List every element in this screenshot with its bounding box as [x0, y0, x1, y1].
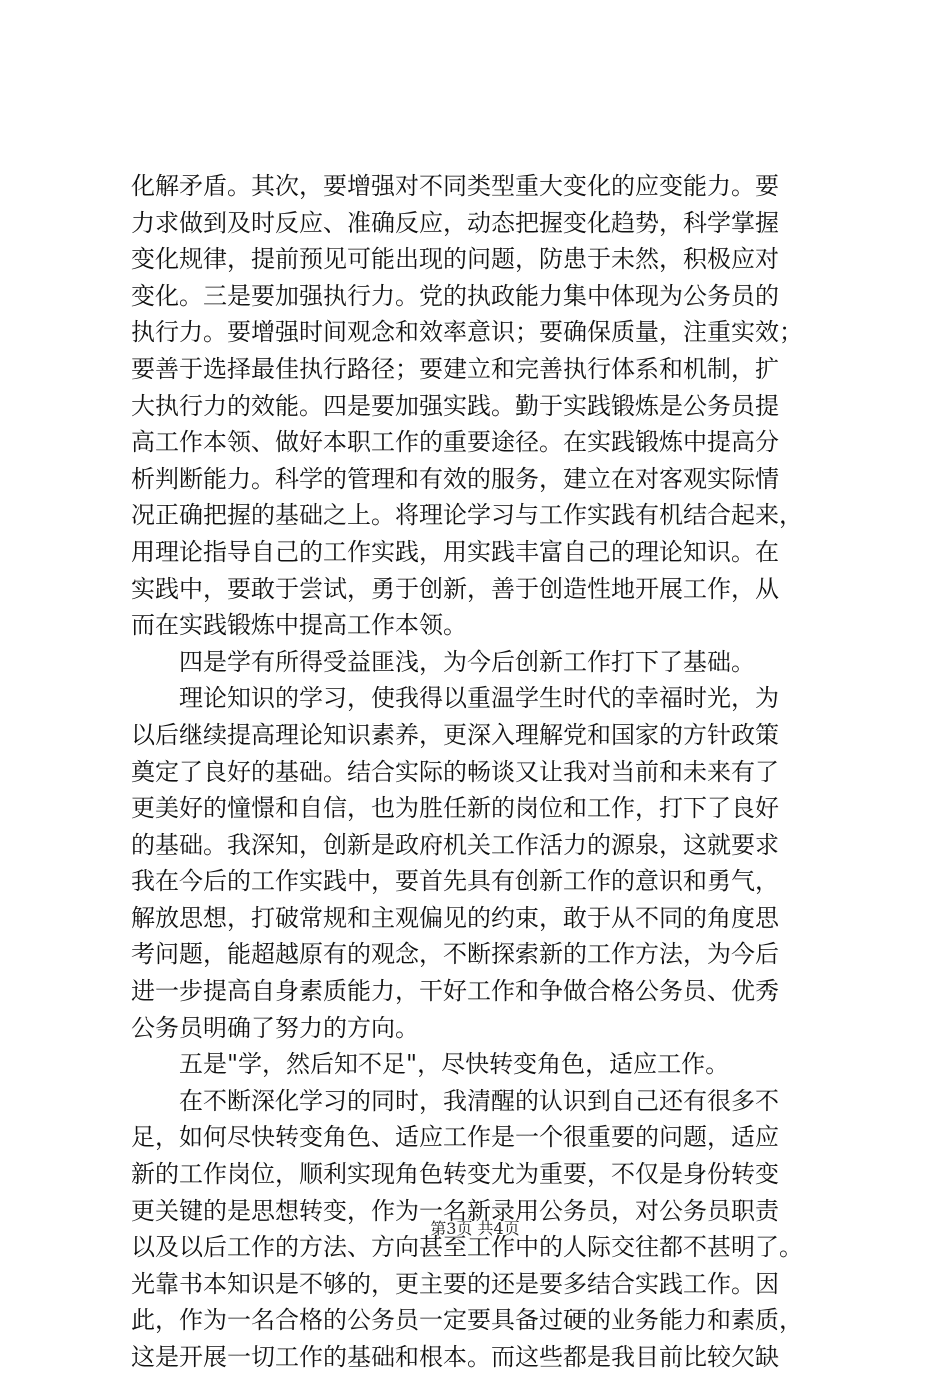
text-line: 进一步提高自身素质能力，干好工作和争做合格公务员、优秀	[131, 977, 779, 1006]
text-line: 高工作本领、做好本职工作的重要途径。在实践锻炼中提高分	[131, 428, 779, 457]
text-line: 况正确把握的基础之上。将理论学习与工作实践有机结合起来，	[131, 501, 803, 530]
text-line: 以及以后工作的方法、方向甚至工作中的人际交往都不甚明了。	[131, 1233, 803, 1262]
text-line: 变化。三是要加强执行力。党的执政能力集中体现为公务员的	[131, 281, 779, 310]
text-line: 力求做到及时反应、准确反应，动态把握变化趋势，科学掌握	[131, 208, 779, 237]
text-line: 大执行力的效能。四是要加强实践。勤于实践锻炼是公务员提	[131, 391, 779, 420]
text-line: 考问题，能超越原有的观念，不断探索新的工作方法，为今后	[131, 940, 779, 969]
text-line: 足，如何尽快转变角色、适应工作是一个很重要的问题，适应	[131, 1123, 779, 1152]
text-line: 理论知识的学习，使我得以重温学生时代的幸福时光，为	[131, 684, 779, 713]
text-line: 新的工作岗位，顺利实现角色转变尤为重要，不仅是身份转变	[131, 1160, 779, 1189]
text-line: 而在实践锻炼中提高工作本领。	[131, 611, 467, 640]
text-line: 在不断深化学习的同时，我清醒的认识到自己还有很多不	[131, 1086, 779, 1115]
text-line: 解放思想，打破常规和主观偏见的约束，敢于从不同的角度思	[131, 903, 779, 932]
text-line: 我在今后的工作实践中，要首先具有创新工作的意识和勇气，	[131, 867, 779, 896]
text-line: 用理论指导自己的工作实践，用实践丰富自己的理论知识。在	[131, 537, 779, 566]
text-line: 实践中，要敢于尝试，勇于创新，善于创造性地开展工作，从	[131, 574, 779, 603]
text-line: 光靠书本知识是不够的，更主要的还是要多结合实践工作。因	[131, 1269, 779, 1298]
page-number-footer: 第3页 共4页	[430, 1219, 520, 1238]
text-line: 变化规律，提前预见可能出现的问题，防患于未然，积极应对	[131, 245, 779, 274]
text-line: 更关键的是思想转变，作为一名新录用公务员，对公务员职责	[131, 1196, 779, 1225]
text-line: 执行力。要增强时间观念和效率意识；要确保质量，注重实效；	[131, 318, 803, 347]
text-line: 化解矛盾。其次，要增强对不同类型重大变化的应变能力。要	[131, 172, 779, 200]
text-line: 更美好的憧憬和自信，也为胜任新的岗位和工作，打下了良好	[131, 794, 779, 823]
text-line: 公务员明确了努力的方向。	[131, 1013, 419, 1042]
text-line: 的基础。我深知，创新是政府机关工作活力的源泉，这就要求	[131, 830, 779, 859]
text-line: 奠定了良好的基础。结合实际的畅谈又让我对当前和未来有了	[131, 757, 779, 786]
document-body	[131, 168, 821, 1376]
paragraph-heading: 四是学有所得受益匪浅，为今后创新工作打下了基础。	[131, 647, 755, 676]
text-line: 以后继续提高理论知识素养，更深入理解党和国家的方针政策	[131, 720, 779, 749]
text-line: 此，作为一名合格的公务员一定要具备过硬的业务能力和素质，	[131, 1306, 803, 1335]
text-line: 要善于选择最佳执行路径；要建立和完善执行体系和机制，扩	[131, 354, 779, 383]
text-line: 析判断能力。科学的管理和有效的服务，建立在对客观实际情	[131, 464, 779, 493]
text-line: 这是开展一切工作的基础和根本。而这些都是我目前比较欠缺	[131, 1343, 779, 1371]
paragraph-heading: 五是"学，然后知不足"，尽快转变角色，适应工作。	[131, 1050, 730, 1079]
